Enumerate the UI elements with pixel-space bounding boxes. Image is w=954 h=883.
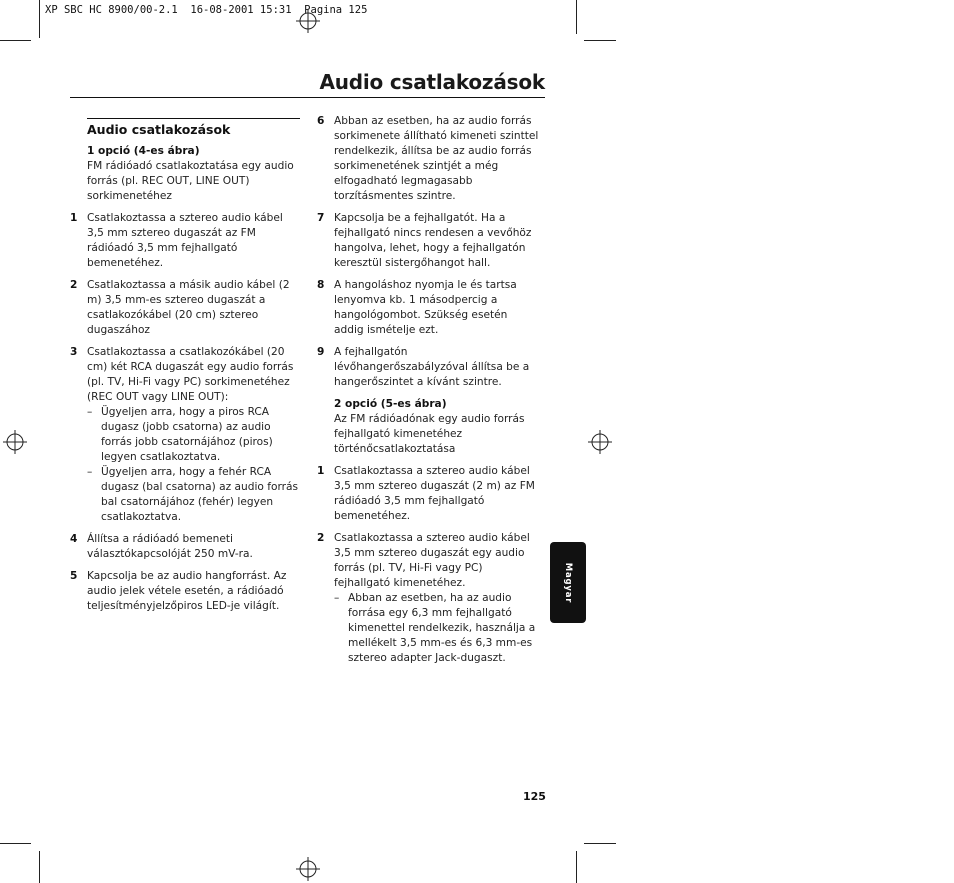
dash-bullet-icon: – (334, 592, 340, 604)
bullet-item (334, 591, 539, 666)
registration-mark-icon (588, 430, 612, 454)
bullet-item (87, 405, 300, 465)
option-block (334, 397, 539, 457)
step (317, 278, 539, 338)
step-number: 1 (317, 465, 325, 477)
step-number: 2 (317, 532, 325, 544)
registration-mark-icon (3, 430, 27, 454)
step-text: A fejhallgatón lévőhangerőszabályzóval állítsa be a hangerőszintet a kívánt szintre. (334, 346, 530, 388)
step (70, 345, 300, 525)
step-number: 3 (70, 346, 78, 358)
step-text: Csatlakoztassa a sztereo audio kábel 3,5 mm sztereo dugaszát az FM rádióadó 3,5 mm fejhallgató bemenetéhez. (87, 212, 283, 269)
step-text: Állítsa a rádióadó bemeneti választókapcsolóját 250 mV-ra. (87, 533, 253, 560)
section-rule (87, 118, 300, 119)
dash-bullet-icon: – (87, 466, 93, 478)
crop-mark (584, 40, 616, 41)
crop-mark (584, 843, 616, 844)
step (317, 464, 539, 524)
bullet-text: Abban az esetben, ha az audio forrása egy 6,3 mm fejhallgató kimenettel rendelkezik, használja a mellékelt 3,5 mm-es és 6,3 mm-es sztereo adapter Jack-dugaszt. (348, 592, 536, 664)
crop-mark (39, 0, 40, 38)
bullet-text: Ügyeljen arra, hogy a piros RCA dugasz (jobb csatorna) az audio forrás jobb csatornájához (piros) legyen csatlakoztatva. (101, 406, 273, 463)
right-column (317, 114, 539, 673)
page-title: Audio csatlakozások (319, 70, 545, 94)
step-text: Kapcsolja be az audio hangforrást. Az audio jelek vétele esetén, a rádióadó teljesítményjelzőpiros LED-je világít. (87, 570, 287, 612)
step-number: 9 (317, 346, 325, 358)
step (70, 211, 300, 271)
option-description: FM rádióadó csatlakoztatása egy audio forrás (pl. REC OUT, LINE OUT) sorkimenetéhez (87, 160, 294, 202)
option-block (87, 144, 300, 204)
step-text: Abban az esetben, ha az audio forrás sorkimenete állítható kimeneti szinttel rendelkezik, állítsa be az audio forrás sorkimenetének szintjét a még elfogadható legmagasabb torzításmentes szintre. (334, 115, 539, 202)
step-text: Csatlakoztassa a sztereo audio kábel 3,5 mm sztereo dugaszát (2 m) az FM rádióadó 3,5 mm fejhallgató bemenetéhez. (334, 465, 535, 522)
page-number: 125 (523, 790, 546, 803)
section-heading: Audio csatlakozások (87, 122, 231, 137)
registration-mark-icon (296, 857, 320, 881)
step (70, 532, 300, 562)
step-text: Csatlakoztassa a sztereo audio kábel 3,5 mm sztereo dugaszát egy audio forrás (pl. TV, Hi-Fi vagy PC) fejhallgató kimenetéhez. (334, 532, 530, 589)
bullet-item (87, 465, 300, 525)
step-text: Csatlakoztassa a csatlakozókábel (20 cm) két RCA dugaszát egy audio forrás (pl. TV, Hi-Fi vagy PC) sorkimenetéhez (REC OUT vagy LINE OUT): (87, 346, 294, 403)
step-number: 4 (70, 533, 78, 545)
language-tab (550, 542, 586, 623)
bullet-text: Ügyeljen arra, hogy a fehér RCA dugasz (bal csatorna) az audio forrás bal csatornájához (fehér) legyen csatlakoztatva. (101, 466, 298, 523)
step (317, 531, 539, 666)
dash-bullet-icon: – (87, 406, 93, 418)
language-tab-label: Magyar (563, 562, 573, 603)
step-text: Csatlakoztassa a másik audio kábel (2 m) 3,5 mm-es sztereo dugaszát a csatlakozókábel (20 cm) sztereo dugaszához (87, 279, 290, 336)
option-title: 1 opció (4-es ábra) (87, 145, 200, 157)
step-number: 1 (70, 212, 78, 224)
option-description: Az FM rádióadónak egy audio forrás fejhallgató kimenetéhez történőcsatlakoztatása (334, 413, 525, 455)
step-number: 5 (70, 570, 78, 582)
option-title: 2 opció (5-es ábra) (334, 398, 447, 410)
step-number: 2 (70, 279, 78, 291)
crop-mark (39, 851, 40, 883)
step-number: 7 (317, 212, 325, 224)
step (317, 211, 539, 271)
crop-mark (576, 0, 577, 34)
step-text: A hangoláshoz nyomja le és tartsa lenyomva kb. 1 másodpercig a hangológombot. Szükség esetén addig ismételje ezt. (334, 279, 517, 336)
crop-mark (0, 40, 31, 41)
step (317, 114, 539, 204)
step (317, 345, 539, 390)
title-rule (70, 97, 545, 98)
crop-mark (576, 851, 577, 883)
step (70, 278, 300, 338)
registration-mark-icon (296, 9, 320, 33)
crop-mark (0, 843, 31, 844)
left-column (70, 118, 300, 621)
step (70, 569, 300, 614)
step-number: 6 (317, 115, 325, 127)
step-number: 8 (317, 279, 325, 291)
print-slug: XP SBC HC 8900/00-2.1 16-08-2001 15:31 Pagina 125 (45, 4, 368, 16)
step-text: Kapcsolja be a fejhallgatót. Ha a fejhallgató nincs rendesen a vevőhöz hangolva, lehet, hogy a fejhallgatón keresztül sistergőhangot hall. (334, 212, 532, 269)
